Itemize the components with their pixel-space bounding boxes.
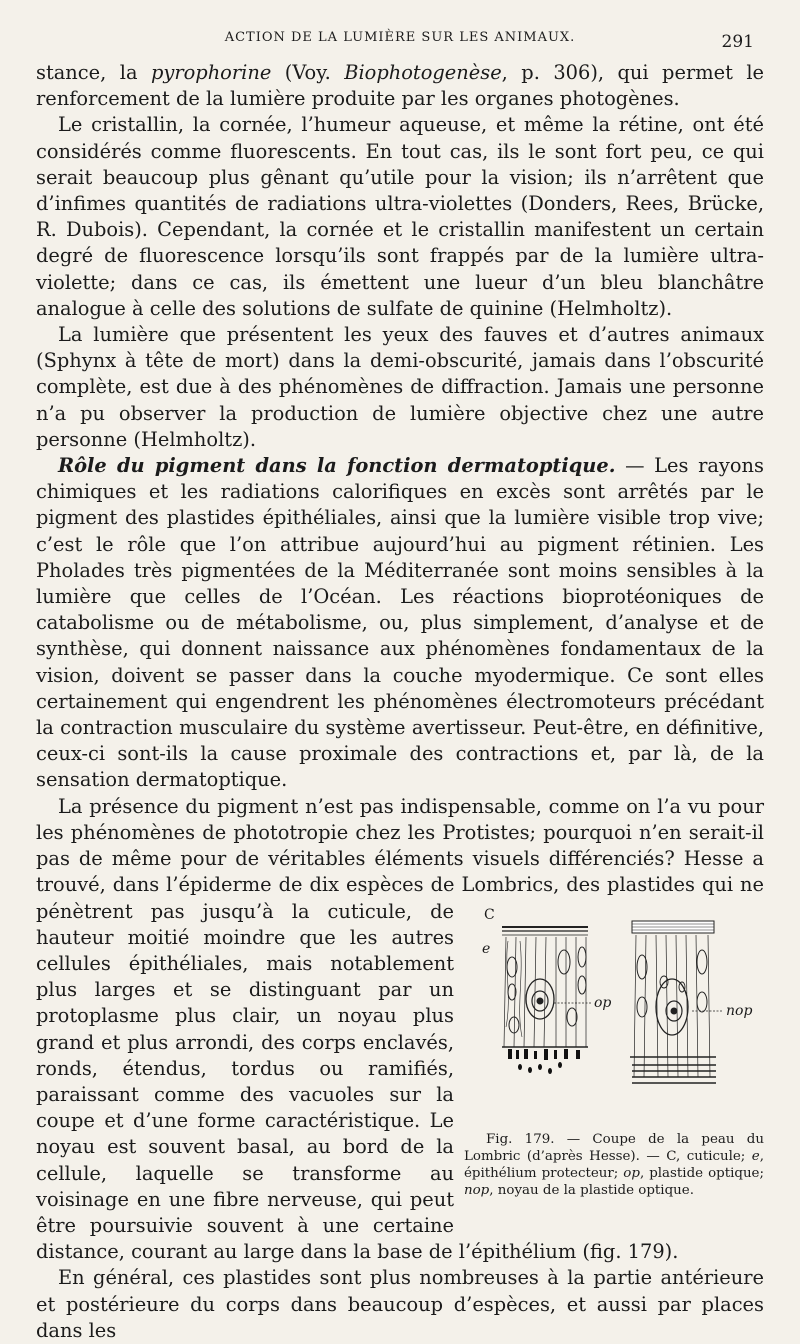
label-c: C: [484, 906, 495, 923]
caption-text: , noyau de la plastide optique.: [489, 1182, 694, 1198]
label-e: e: [482, 940, 491, 957]
caption-text: Fig. 179. — Coupe de la peau du Lombric (d’après Hesse). — C, cuticule;: [464, 1131, 764, 1164]
caption-italic: nop: [464, 1182, 490, 1198]
text-span: La présence du pigment n’est pas indispensable, comme on l’a vu pour les phénomènes de phototropie chez les Protistes; pourquoi n’en serait-il pas de même pour de véritables éléments visuels différenciés? Hesse a trouvé, dans l’épiderme de dix espèces de Lombrics, des plastides qui ne pénètrent pas: [36, 794, 764, 923]
running-title: ACTION DE LA LUMIÈRE SUR LES ANIMAUX.: [224, 30, 576, 45]
section-heading: Rôle du pigment dans la fonction dermatoptique.: [58, 454, 616, 478]
body-text: [36, 60, 764, 1344]
paragraph-2: Le cristallin, la cornée, l’humeur aqueuse, et même la rétine, ont été considérés comme fluorescents. En tout cas, ils le sont fort peu, ce qui serait beaucoup plus gênant qu’utile pour la vision; ils n’arrêtent que d’infimes quantités de radiations ultra-violettes (Donders, Rees, Brücke, R. Dubois). Cependant, la cornée et le cristallin manifestent un certain degré de fluorescence lorsqu’ils sont frappés par de la lumière ultra-violette; dans ce cas, ils émettent une lueur d’un bleu blanchâtre analogue à celle des solutions de sulfate de quinine (Helmholtz).: [36, 113, 764, 320]
caption-text: , plastide optique;: [639, 1165, 764, 1181]
left-section-drawing: [502, 927, 588, 1047]
caption-italic: e: [751, 1148, 760, 1164]
paragraph-1: [36, 60, 764, 112]
figure-179: [464, 907, 764, 1219]
pigment-base-left: [508, 1049, 580, 1074]
figure-caption: [464, 1131, 764, 1199]
italic-term: Biophotogenèse: [344, 61, 502, 84]
skin-section-illustration: [464, 907, 764, 1129]
paragraph-4: [36, 453, 764, 794]
label-op: op: [594, 994, 612, 1011]
paragraph-3: La lumière que présentent les yeux des fauves et d’autres animaux (Sphynx à tête de mort) dans la demi-obscurité, jamais dans l’obscurité complète, est due à des phénomènes de diffraction. Jamais une personne n’a pu observer la production de lumière objective chez une autre personne (Helmholtz).: [36, 323, 764, 451]
label-nop: nop: [726, 1002, 753, 1019]
text-span: jusqu’à la cuticule, de hauteur moitié moindre que les autres cellules épithéliales, mais notablement plus larges et se distinguant par un protoplasme plus clair, un noyau plus grand et plus arrondi, des corps enclavés, ronds, étendus, tordus ou ramifiés, paraissant comme des vacuoles sur la coupe et d’une forme caractéristique. Le noyau est souvent basal, au bord de la cellule, laquelle se transforme au voisinage en une fibre nerveuse, qui peut être poursuivie souvent à une certaine distance, courant au large dans la base de l’épithélium (fig. 179).: [36, 899, 679, 1264]
italic-term: pyrophorine: [150, 61, 272, 84]
page-number: 291: [721, 32, 754, 52]
text-span: , p. 306), qui permet le renforcement de la lumière produite par les organes photogènes.: [36, 61, 765, 111]
caption-text: , épithélium protecteur;: [464, 1148, 764, 1181]
right-section-drawing: [630, 921, 716, 1083]
text-span: — Les rayons chimiques et les radiations calorifiques en excès sont arrêtés par le pigment des plastides épithéliales, ainsi que la lumière visible trop vive; c’est le rôle que l’on attribue aujourd’hui au pigment rétinien. Les Pholades très pigmentées de la Méditerranée sont moins sensibles à la lumière que celles de l’Océan. Les réactions bioprotéoniques de catabolisme ou de métabolisme, ou, plus simplement, d’analyse et de synthèse, qui donnent naissance aux phénomènes fondamentaux de la vision, doivent se passer dans la couche myodermique. Ce sont elles certainement qui engendrent les phénomènes électromoteurs précédant la contraction musculaire du système avertisseur. Peut-être, en définitive, ceux-ci sont-ils la cause proximale des contractions et, par là, de la sensation dermatoptique.: [36, 454, 764, 792]
text-span: stance, la: [36, 61, 151, 84]
text-span: (Voy.: [271, 61, 345, 84]
paragraph-6: En général, ces plastides sont plus nombreuses à la partie antérieure et postérieure du corps dans beaucoup d’espèces, et aussi par places dans les: [36, 1266, 764, 1342]
running-header: [0, 30, 800, 52]
paragraph-5: [36, 794, 764, 1266]
caption-italic: op: [623, 1165, 640, 1181]
